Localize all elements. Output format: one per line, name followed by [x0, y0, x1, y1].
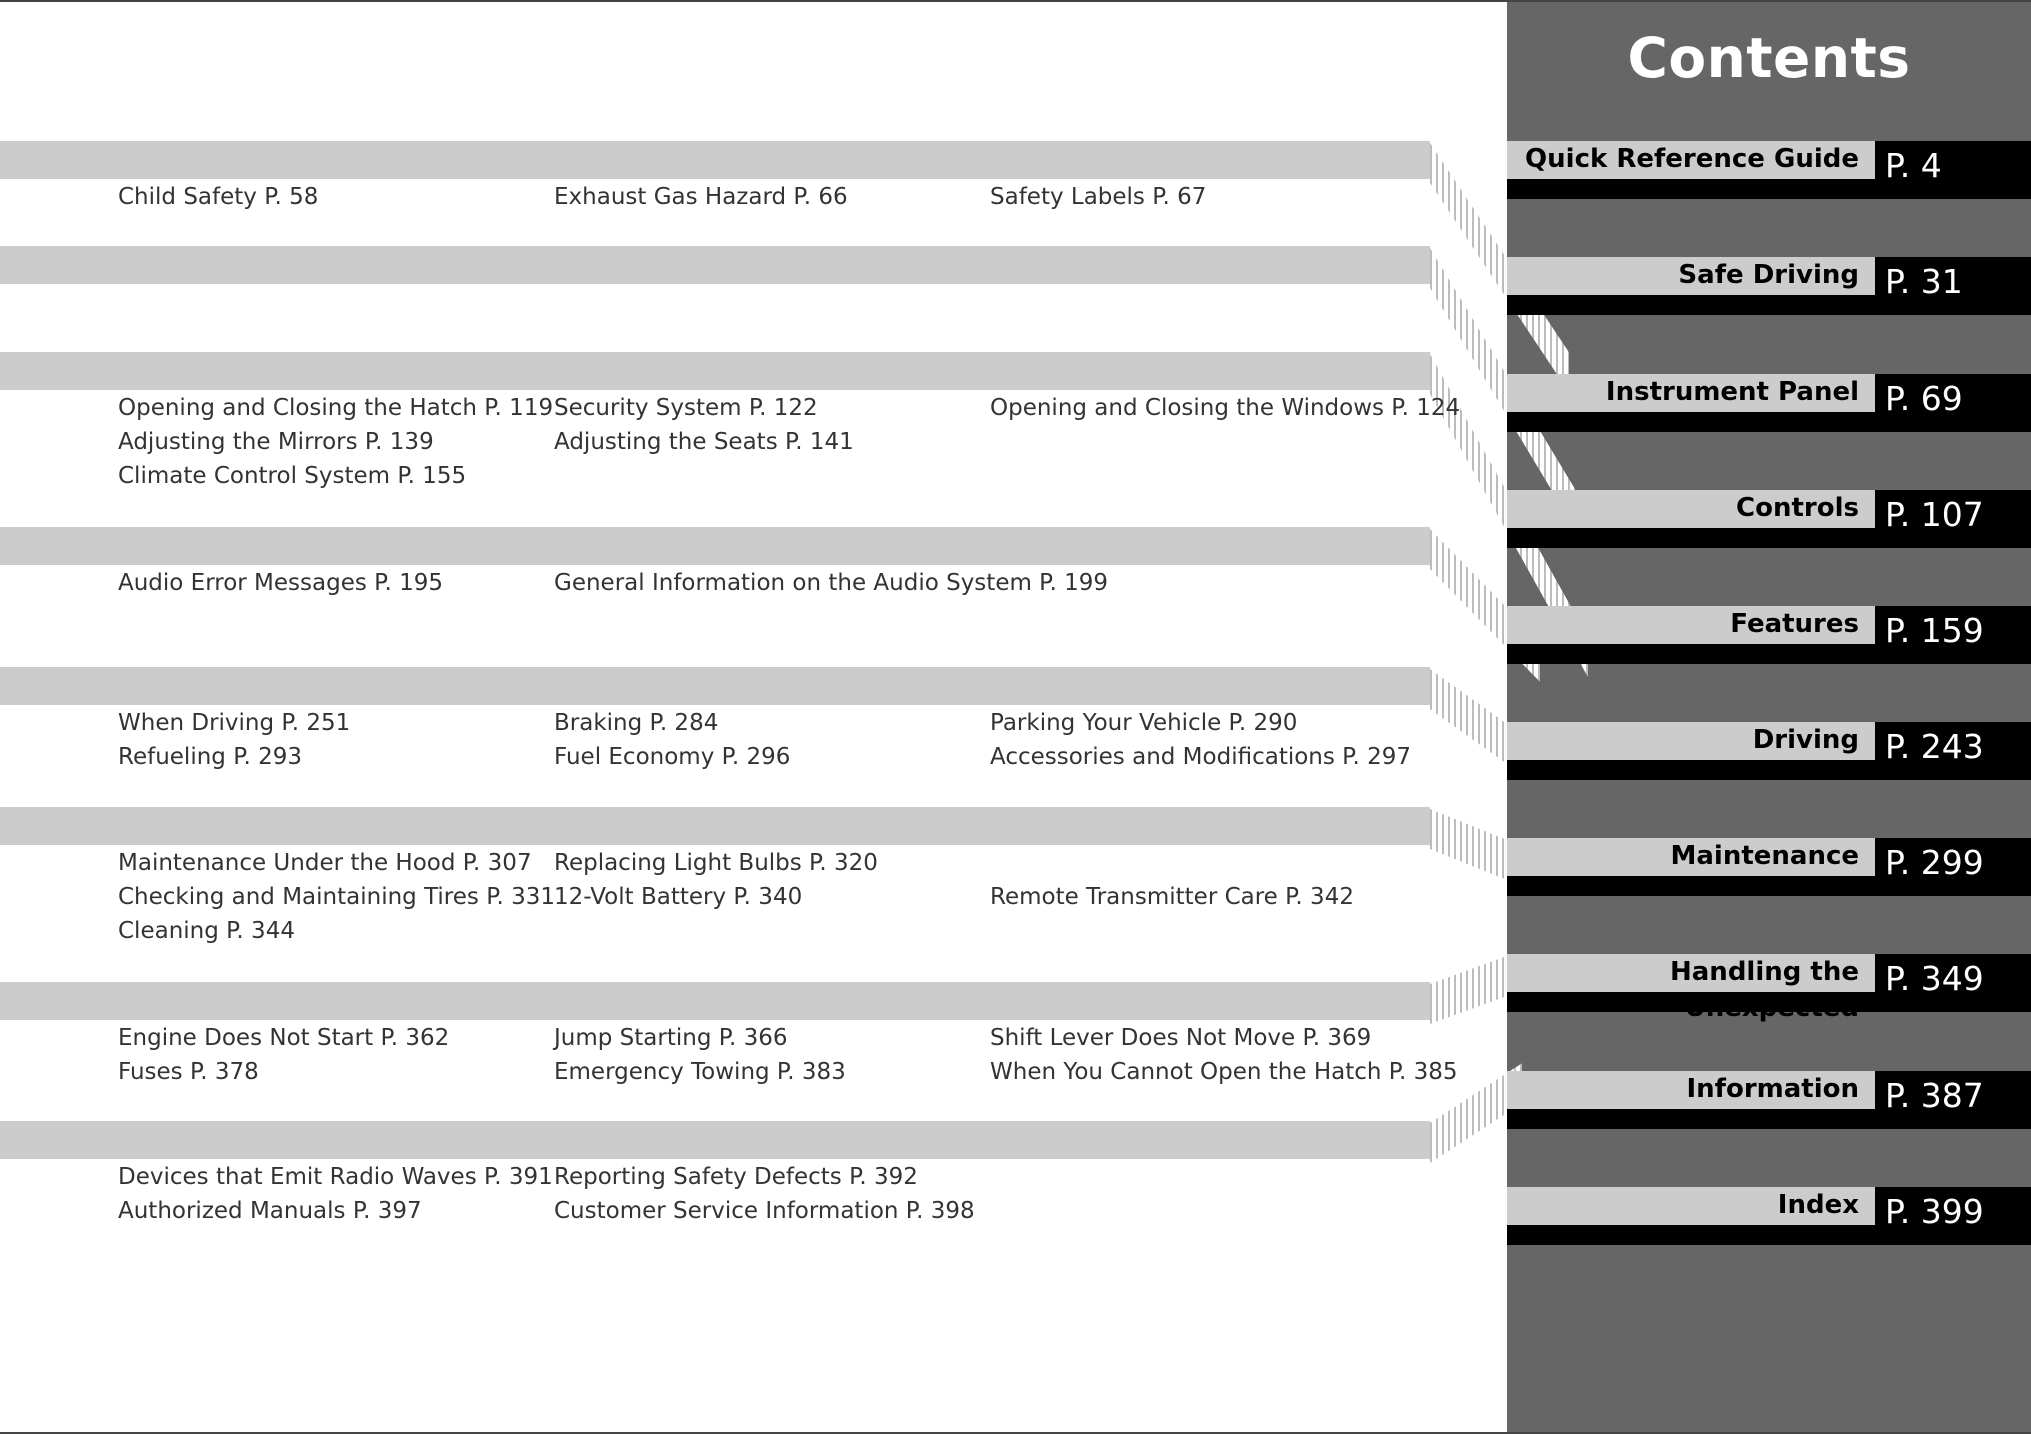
chapter-tab-underline: [1507, 876, 1875, 896]
toc-entry-link[interactable]: Engine Does Not Start P. 362: [118, 1025, 450, 1051]
toc-entry-link[interactable]: Cleaning P. 344: [118, 918, 295, 944]
toc-entry-link[interactable]: Devices that Emit Radio Waves P. 391: [118, 1164, 553, 1190]
chapter-tab-underline: [1507, 760, 1875, 780]
chapter-tab-page[interactable]: P. 399: [1875, 1187, 2031, 1245]
chapter-tab-underline: [1507, 992, 1875, 1012]
toc-entry-link[interactable]: Shift Lever Does Not Move P. 369: [990, 1025, 1372, 1051]
toc-entry-link[interactable]: When Driving P. 251: [118, 710, 351, 736]
toc-entry-link[interactable]: Replacing Light Bulbs P. 320: [554, 850, 878, 876]
section-band: [0, 141, 1430, 179]
chapter-tab-page[interactable]: P. 4: [1875, 141, 2031, 199]
chapter-tab-label[interactable]: Information: [1507, 1071, 1875, 1109]
toc-entry-link[interactable]: When You Cannot Open the Hatch P. 385: [990, 1059, 1458, 1085]
toc-entry-link[interactable]: Child Safety P. 58: [118, 184, 319, 210]
section-band: [0, 246, 1430, 284]
toc-entry-link[interactable]: Emergency Towing P. 383: [554, 1059, 846, 1085]
chapter-tab-label[interactable]: Instrument Panel: [1507, 374, 1875, 412]
chapter-tab-page[interactable]: P. 31: [1875, 257, 2031, 315]
chapter-tab-page[interactable]: P. 107: [1875, 490, 2031, 548]
section-band: [0, 1121, 1430, 1159]
toc-entry-link[interactable]: Maintenance Under the Hood P. 307: [118, 850, 532, 876]
chapter-tab-underline: [1507, 179, 1875, 199]
chapter-tab-underline: [1507, 1225, 1875, 1245]
toc-entry-link[interactable]: Reporting Safety Defects P. 392: [554, 1164, 918, 1190]
toc-entry-link[interactable]: Braking P. 284: [554, 710, 719, 736]
section-connector: [1430, 954, 1512, 1024]
toc-entry-link[interactable]: Exhaust Gas Hazard P. 66: [554, 184, 848, 210]
chapter-tab-underline: [1507, 295, 1875, 315]
chapter-tab-page[interactable]: P. 387: [1875, 1071, 2031, 1129]
chapter-tab-page[interactable]: P. 243: [1875, 722, 2031, 780]
chapter-tab-page[interactable]: P. 69: [1875, 374, 2031, 432]
chapter-tab-label[interactable]: Quick Reference Guide: [1507, 141, 1875, 179]
chapter-tab-label[interactable]: Index: [1507, 1187, 1875, 1225]
section-band: [0, 807, 1430, 845]
toc-entry-link[interactable]: Security System P. 122: [554, 395, 818, 421]
chapter-tab-page[interactable]: P. 299: [1875, 838, 2031, 896]
chapter-tab-label[interactable]: Handling the: [1507, 954, 1875, 992]
toc-entry-link[interactable]: Adjusting the Seats P. 141: [554, 429, 854, 455]
chapter-tab-underline: [1507, 412, 1875, 432]
chapter-tab-page[interactable]: P. 349: [1875, 954, 2031, 1012]
chapter-tab-label[interactable]: Safe Driving: [1507, 257, 1875, 295]
toc-entry-link[interactable]: Opening and Closing the Hatch P. 119: [118, 395, 554, 421]
toc-entry-link[interactable]: Climate Control System P. 155: [118, 463, 467, 489]
toc-entry-link[interactable]: 12-Volt Battery P. 340: [554, 884, 803, 910]
page-title: Contents: [1627, 26, 1911, 90]
toc-entry-link[interactable]: Audio Error Messages P. 195: [118, 570, 443, 596]
chapter-tab-label[interactable]: Driving: [1507, 722, 1875, 760]
toc-entry-link[interactable]: Opening and Closing the Windows P. 124: [990, 395, 1461, 421]
toc-entry-link[interactable]: Parking Your Vehicle P. 290: [990, 710, 1298, 736]
chapter-tab-underline: [1507, 644, 1875, 664]
section-band: [0, 352, 1430, 390]
toc-entry-link[interactable]: Safety Labels P. 67: [990, 184, 1207, 210]
toc-entry-link[interactable]: Fuses P. 378: [118, 1059, 259, 1085]
toc-entry-link[interactable]: Authorized Manuals P. 397: [118, 1198, 422, 1224]
toc-entry-link[interactable]: Accessories and Modifications P. 297: [990, 744, 1411, 770]
chapter-tab-label[interactable]: Features: [1507, 606, 1875, 644]
chapter-tab-label[interactable]: Maintenance: [1507, 838, 1875, 876]
chapter-tab-label[interactable]: Controls: [1507, 490, 1875, 528]
toc-entry-link[interactable]: Remote Transmitter Care P. 342: [990, 884, 1354, 910]
chapter-tab-page[interactable]: P. 159: [1875, 606, 2031, 664]
toc-entry-link[interactable]: Adjusting the Mirrors P. 139: [118, 429, 434, 455]
toc-entry-link[interactable]: Fuel Economy P. 296: [554, 744, 791, 770]
chapter-tab-underline: [1507, 1109, 1875, 1129]
toc-entry-link[interactable]: Refueling P. 293: [118, 744, 302, 770]
section-band: [0, 527, 1430, 565]
toc-entry-link[interactable]: General Information on the Audio System P. 199: [554, 570, 1108, 596]
toc-entry-link[interactable]: Checking and Maintaining Tires P. 331: [118, 884, 556, 910]
section-band: [0, 982, 1430, 1020]
section-band: [0, 667, 1430, 705]
toc-entry-link[interactable]: Jump Starting P. 366: [554, 1025, 788, 1051]
section-connector: [1430, 809, 1513, 882]
toc-entry-link[interactable]: Customer Service Information P. 398: [554, 1198, 975, 1224]
chapter-tab-underline: [1507, 528, 1875, 548]
